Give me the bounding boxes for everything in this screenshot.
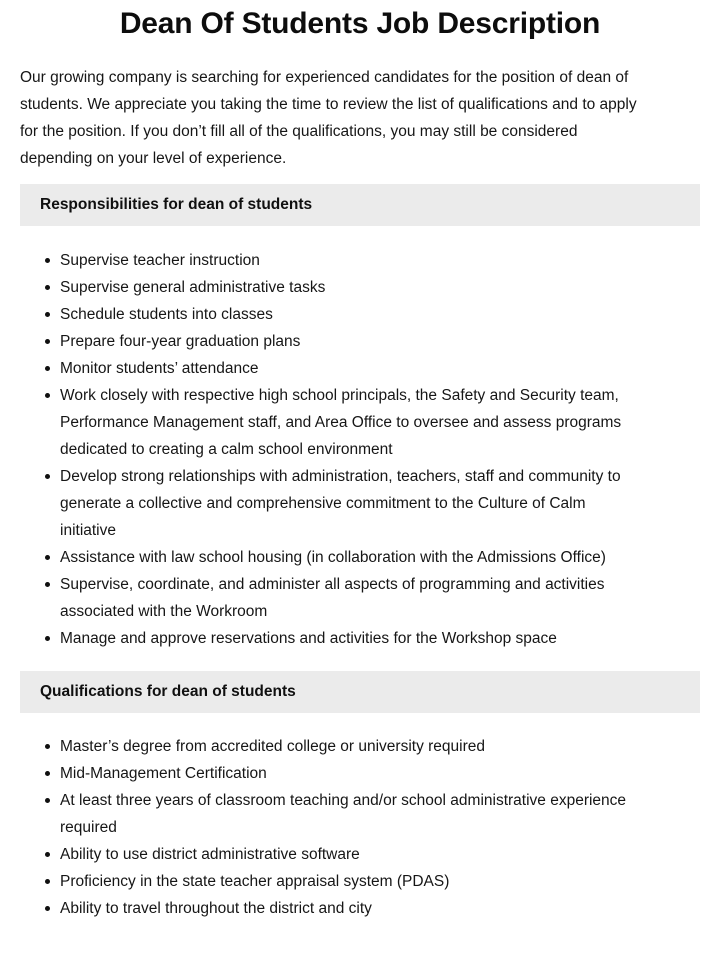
list-item: Monitor students’ attendance (60, 355, 640, 382)
list-item: Mid-Management Certification (60, 760, 640, 787)
section-heading-responsibilities (20, 184, 700, 226)
list-item: Supervise, coordinate, and administer all aspects of programming and activities associated with the Workroom (60, 571, 640, 625)
section-heading-label: Qualifications for dean of students (40, 683, 296, 700)
list-item: Prepare four-year graduation plans (60, 328, 640, 355)
list-item: At least three years of classroom teaching and/or school administrative experience required (60, 787, 640, 841)
list-item: Proficiency in the state teacher appraisal system (PDAS) (60, 868, 640, 895)
list-item: Manage and approve reservations and activities for the Workshop space (60, 625, 640, 652)
qualifications-list (20, 733, 700, 922)
list-item: Develop strong relationships with administration, teachers, staff and community to generate a collective and comprehensive commitment to the Culture of Calm initiative (60, 463, 640, 544)
page-title: Dean Of Students Job Description (119, 7, 601, 40)
list-item: Supervise general administrative tasks (60, 274, 640, 301)
list-item: Ability to travel throughout the district and city (60, 895, 640, 922)
intro-paragraph: Our growing company is searching for experienced candidates for the position of dean of students. We appreciate you taking the time to review the list of qualifications and to apply for the position. If you don’t fill all of the qualifications, you may still be considered depending on your level of experience. (20, 69, 637, 167)
list-item: Schedule students into classes (60, 301, 640, 328)
section-heading-qualifications (20, 671, 700, 713)
list-item: Supervise teacher instruction (60, 247, 640, 274)
responsibilities-list (20, 247, 700, 652)
list-item: Assistance with law school housing (in collaboration with the Admissions Office) (60, 544, 640, 571)
list-item: Ability to use district administrative software (60, 841, 640, 868)
list-item: Master’s degree from accredited college or university required (60, 733, 640, 760)
list-item: Work closely with respective high school principals, the Safety and Security team, Performance Management staff, and Area Office to oversee and assess programs dedicated to creating a calm school environment (60, 382, 640, 463)
section-heading-label: Responsibilities for dean of students (40, 196, 313, 213)
